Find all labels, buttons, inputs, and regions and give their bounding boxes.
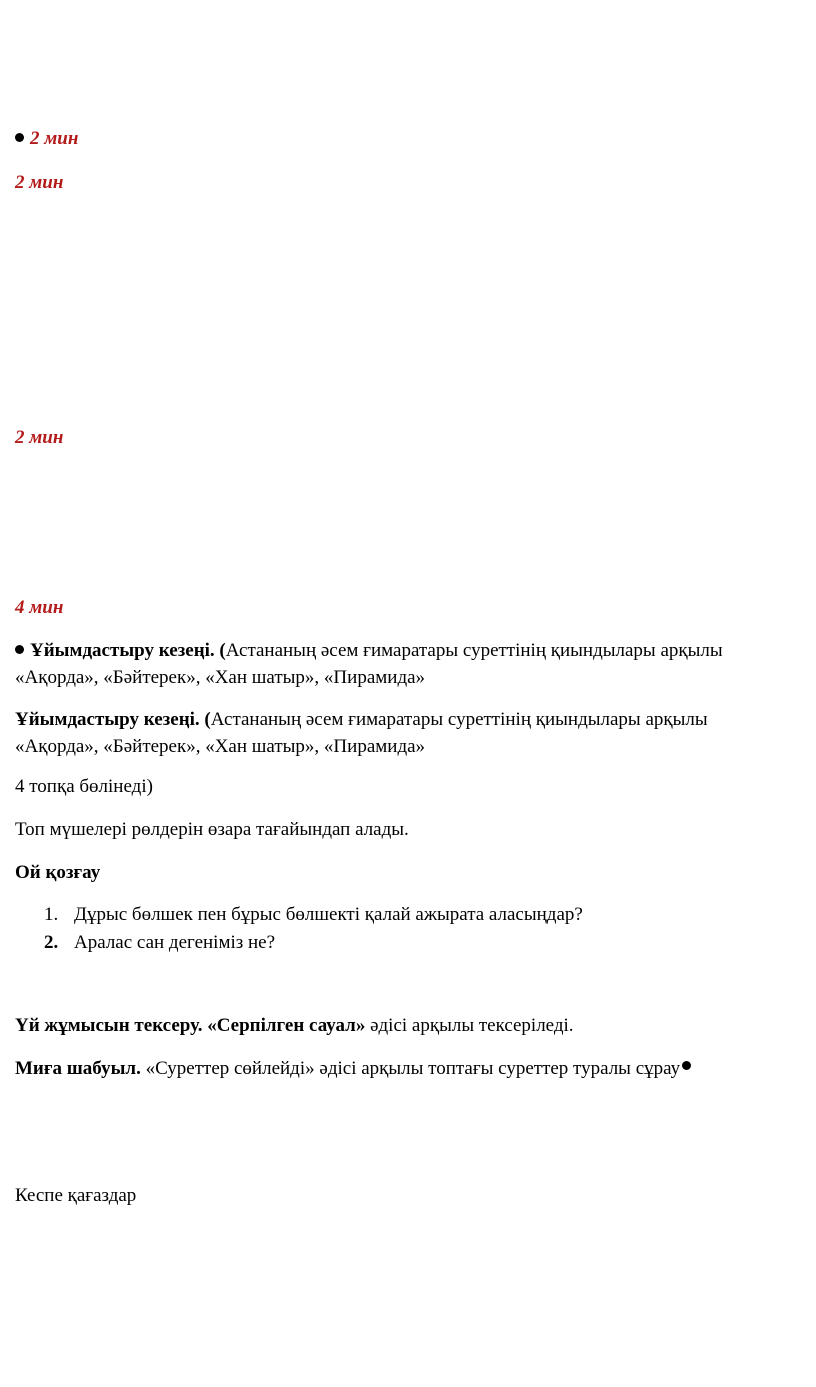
timing-1: 2 мин — [15, 128, 78, 150]
roles-text: Топ мүшелері рөлдерін өзара тағайындап алады. — [15, 819, 409, 840]
question-list — [15, 901, 583, 957]
timing-4: 4 мин — [15, 597, 64, 618]
timing-2: 2 мин — [15, 172, 64, 193]
timing-3: 2 мин — [15, 427, 64, 448]
bullet-icon — [15, 133, 24, 142]
list-item: 1. Дұрыс бөлшек пен бұрыс бөлшекті қалай ажырата аласыңдар? — [44, 904, 583, 925]
list-item: 2. Аралас сан дегеніміз не? — [44, 932, 276, 953]
warmup-heading: Ой қозғау — [15, 862, 101, 883]
bullet-icon — [15, 645, 24, 654]
homework-check-text: Үй жұмысын тексеру. «Серпілген сауал» әдісі арқылы тексеріледі. — [15, 1015, 574, 1036]
materials-text: Кеспе қағаздар — [15, 1185, 137, 1206]
brainstorm-text: Миға шабуыл. «Суреттер сөйлейді» әдісі арқылы топтағы суреттер туралы сұрау — [15, 1058, 691, 1080]
groups-text: 4 топқа бөлінеді) — [15, 776, 153, 797]
bullet-icon — [682, 1061, 691, 1070]
organization-stage-paragraph-1: Ұйымдастыру кезеңі. (Астананың әсем ғимаратары суреттінің қиындылары арқылы «Ақорда», «Бәйтерек», «Хан шатыр», «Пирамида» — [15, 640, 723, 688]
organization-stage-paragraph-2: Ұйымдастыру кезеңі. (Астананың әсем ғимаратары суреттінің қиындылары арқылы «Ақорда», «Бәйтерек», «Хан шатыр», «Пирамида» — [15, 709, 708, 757]
